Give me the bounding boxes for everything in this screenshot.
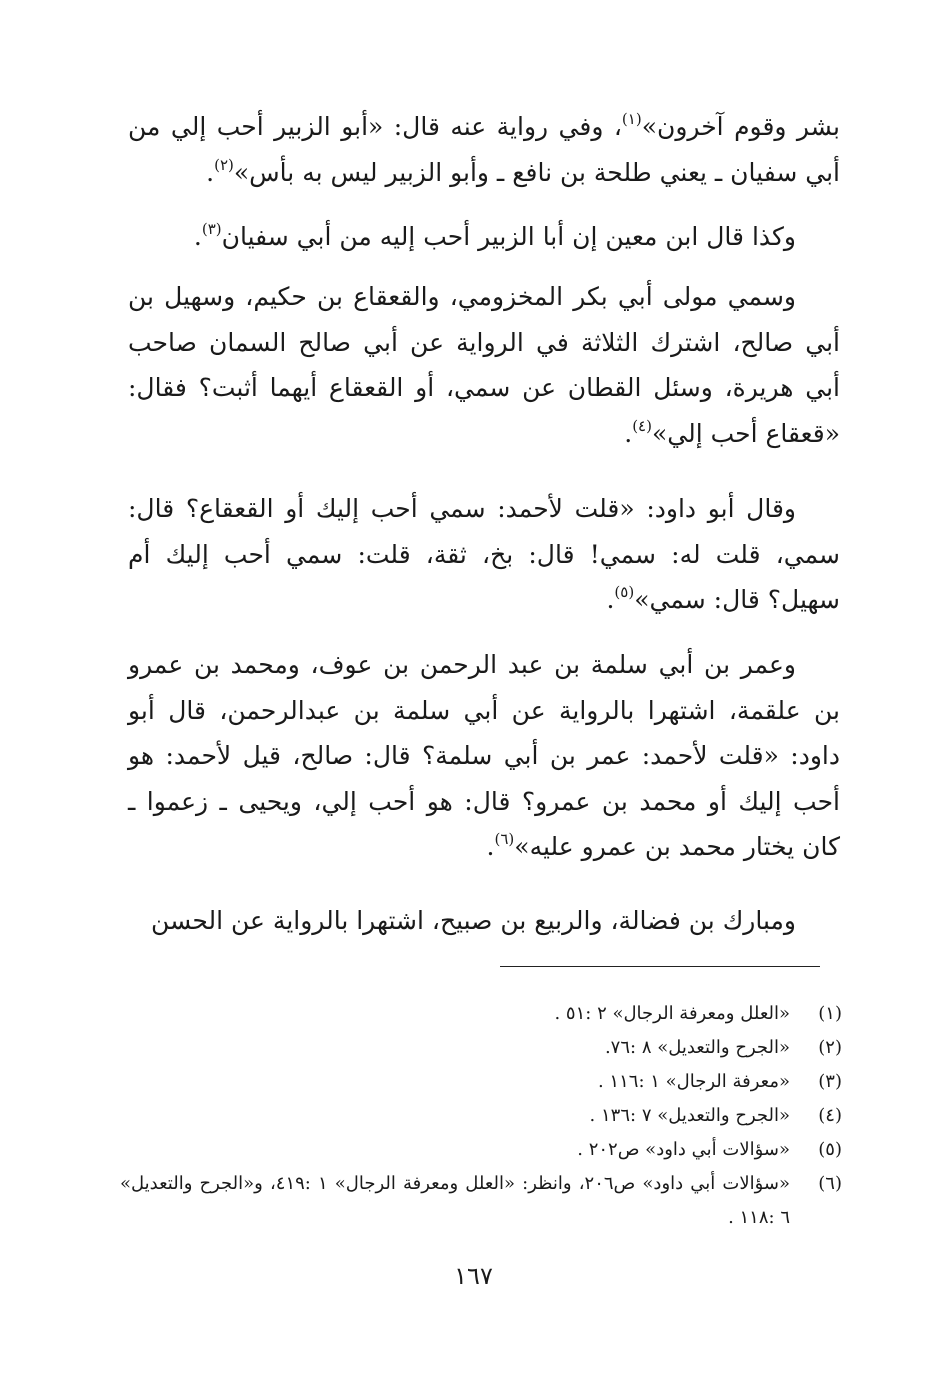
footnote [120,1167,842,1235]
page-number: ١٦٧ [454,1262,493,1290]
paragraph-text: . [606,585,615,614]
paragraph-text: وقال أبو داود: «قلت لأحمد: سمي أحب إليك أو القعقاع؟ قال: سمي، قلت له: سمي! قال: بخ، ثقة، قلت: سمي أحب إليك أم سهيل؟ قال: سمي» [128,494,840,614]
paragraph-text: . [486,832,495,861]
footnote-separator [500,966,820,967]
paragraph [128,104,840,195]
paragraph [128,642,840,870]
footnote [120,1065,842,1099]
footnote [120,1133,842,1167]
footnote [120,997,842,1031]
footnote-text: «الجرح والتعديل» ٧ :١٣٦ . [589,1105,790,1126]
footnote [120,1099,842,1133]
footnote-text: «الجرح والتعديل» ٨ :٧٦. [604,1037,790,1058]
paragraph-text: بشر وقوم آخرون» [641,112,840,141]
footnote-text: «سؤالات أبي داود» ص٢٠٢ . [577,1139,790,1160]
footnote-number: (١) [818,1003,842,1024]
footnote-ref: (٣) [201,220,222,238]
paragraph [128,486,840,623]
footnote-ref: (٦) [494,830,515,848]
footnote-ref: (٥) [614,583,635,601]
paragraph-text: . [193,222,202,251]
footnote-ref: (٢) [214,155,234,174]
footnote-number: (٦) [818,1173,842,1194]
footnote-ref: (١) [621,110,642,128]
footnote-number: (٥) [818,1139,842,1160]
footnote-number: (٢) [818,1037,842,1058]
paragraph-text: وسمي مولى أبي بكر المخزومي، والقعقاع بن حكيم، وسهيل بن أبي صالح، اشترك الثلاثة في الرواية عن أبي صالح السمان صاحب أبي هريرة، وسئل القطان عن سمي، أو القعقاع أيهما أثبت؟ فقال: «قعقاع أحب إلي» [128,282,840,448]
paragraph-text: وكذا قال ابن معين إن أبا الزبير أحب إليه من أبي سفيان [221,222,796,251]
paragraph-text: . [624,418,633,448]
footnote-text: «معرفة الرجال» ١ :١١٦ . [597,1071,790,1092]
footnote-number: (٤) [818,1105,842,1126]
paragraph [128,274,840,456]
footnote-text: «العلل ومعرفة الرجال» ٢ :٥١ . [554,1003,790,1024]
footnote [120,1031,842,1065]
paragraph [128,898,840,944]
paragraph-text: ، وفي رواية عنه قال: «أبو الزبير أحب إلي من أبي سفيان ـ يعني طلحة بن نافع ـ وأبو الزبير ليس به بأس» [128,112,840,187]
paragraph-text: وعمر بن أبي سلمة بن عبد الرحمن بن عوف، ومحمد بن عمرو بن علقمة، اشتهرا بالرواية عن أبي سلمة بن عبدالرحمن، قال أبو داود: «قلت لأحمد: عمر بن أبي سلمة؟ قال: صالح، قيل لأحمد: هو أحب إليك أو محمد بن عمرو؟ قال: هو أحب إلي، ويحيى ـ زعموا ـ كان يختار محمد بن عمرو عليه» [128,650,840,861]
paragraph [128,214,840,260]
footnote-number: (٣) [818,1071,842,1092]
footnotes [120,997,842,1235]
footnote-text: «سؤالات أبي داود» ص٢٠٦، وانظر: «العلل ومعرفة الرجال» ١ :٤١٩، و«الجرح والتعديل» ٦ :١١٨ . [120,1173,790,1228]
footnote-ref: (٤) [632,416,652,435]
paragraph-text: . [206,157,215,187]
paragraph-text: ومبارك بن فضالة، والربيع بن صبيح، اشتهرا بالرواية عن الحسن [151,906,796,935]
